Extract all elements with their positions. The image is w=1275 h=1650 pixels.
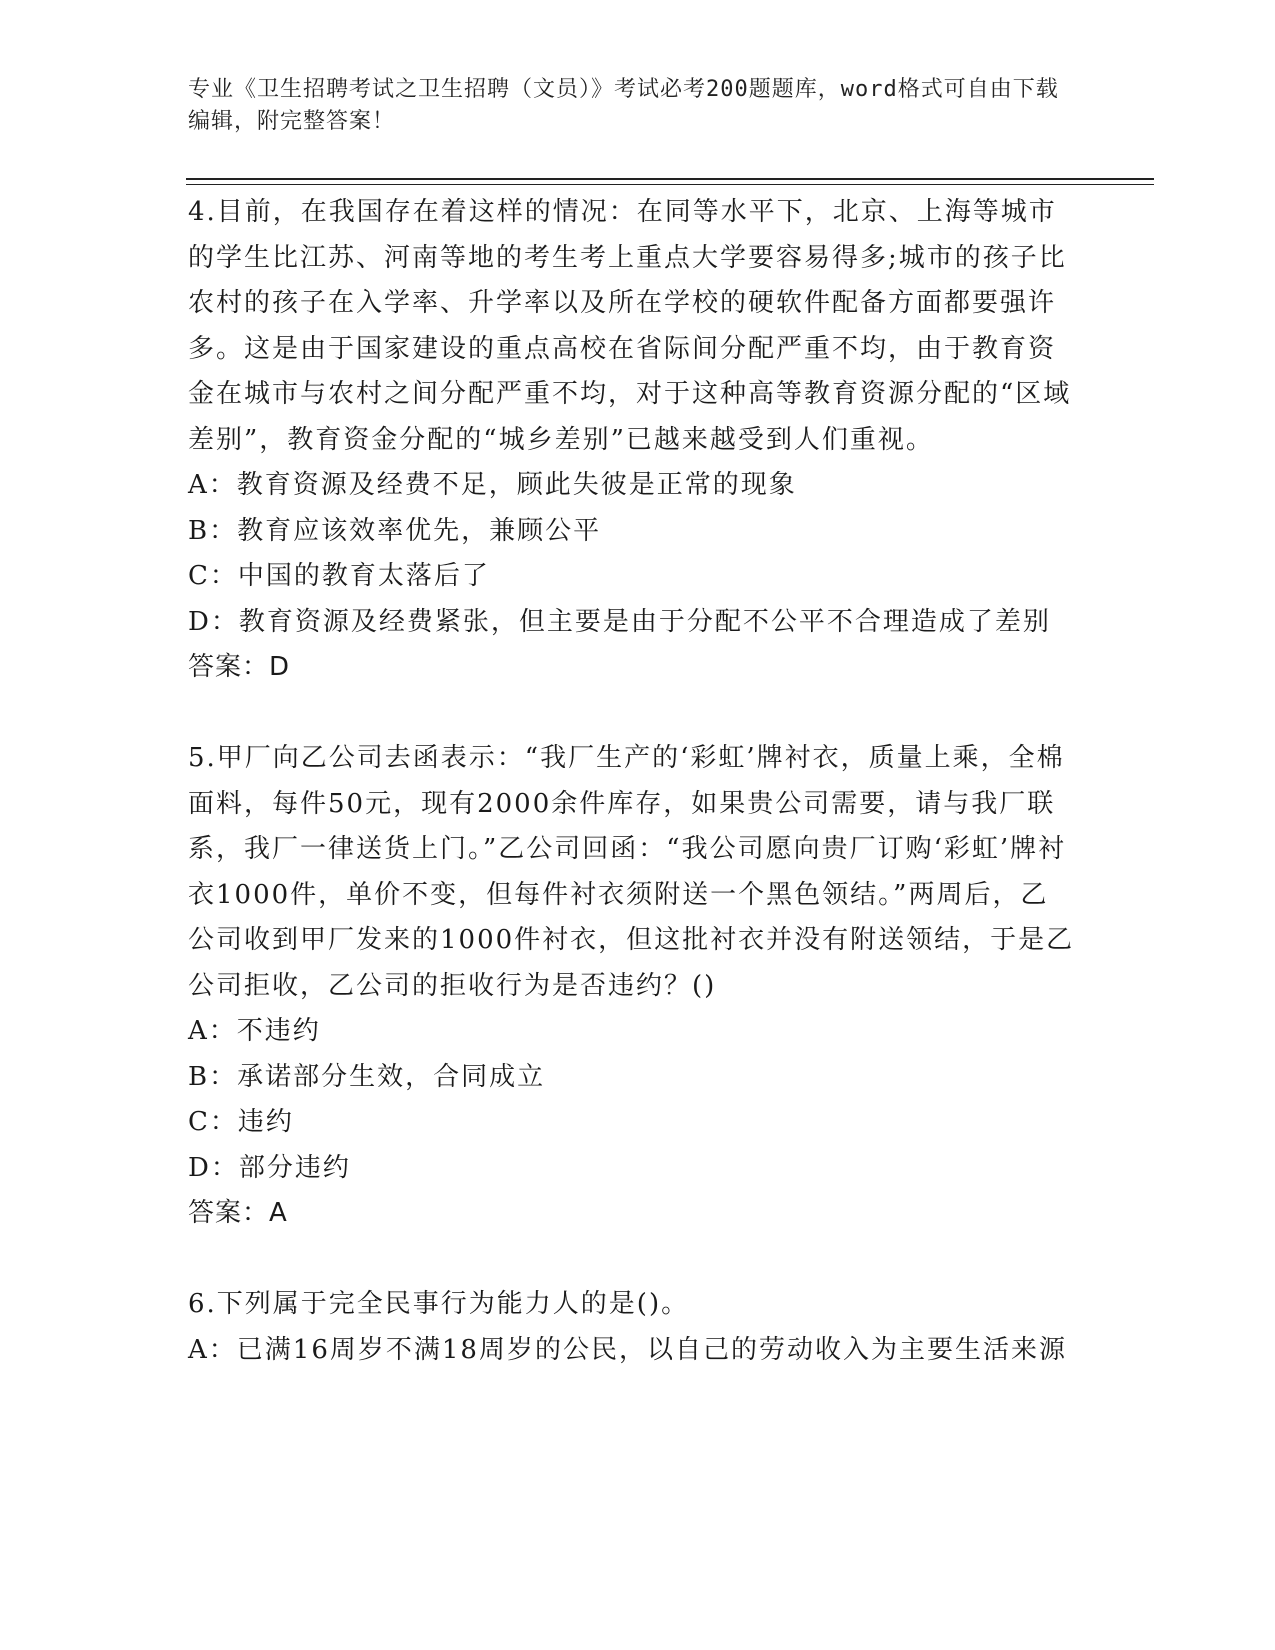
header-rule-thin (186, 184, 1154, 185)
option-b: B：教育应该效率优先，兼顾公平 (188, 515, 602, 546)
spacer (188, 1237, 1076, 1283)
question-stem: 6.下列属于完全民事行为能力人的是()。 (188, 1289, 690, 1319)
option-c: C：违约 (188, 1107, 294, 1137)
header-rule-thick (186, 178, 1154, 180)
option-c: C：中国的教育太落后了 (188, 561, 490, 591)
option-b: B：承诺部分生效，合同成立 (188, 1061, 546, 1092)
question-4 (188, 190, 1076, 691)
option-a: A：已满16周岁不满18周岁的公民，以自己的劳动收入为主要生活来源 (188, 1334, 1067, 1365)
answer-line: 答案：D (188, 652, 291, 682)
question-6 (188, 1282, 1076, 1373)
question-list (188, 190, 1076, 1373)
question-stem: 5.甲厂向乙公司去函表示：“我厂生产的‘彩虹’牌衬衣，质量上乘，全棉面料，每件50元，现有2000余件库存，如果贵公司需要，请与我厂联系，我厂一律送货上门。”乙公司回函：“我公司愿向贵厂订购‘彩虹’牌衬衣1000件，单价不变，但每件衬衣须附送一个黑色领结。”两周后，乙公司收到甲厂发来的1000件衬衣，但这批衬衣并没有附送领结，于是乙公司拒收，乙公司的拒收行为是否违约？() (188, 743, 1075, 1001)
spacer (188, 691, 1076, 737)
answer-line: 答案：A (188, 1198, 288, 1228)
question-5 (188, 736, 1076, 1237)
option-d: D：部分违约 (188, 1152, 351, 1183)
option-a: A：不违约 (188, 1016, 321, 1046)
option-a: A：教育资源及经费不足，顾此失彼是正常的现象 (188, 470, 797, 500)
question-stem: 4.目前，在我国存在着这样的情况：在同等水平下，北京、上海等城市的学生比江苏、河南等地的考生考上重点大学要容易得多;城市的孩子比农村的孩子在入学率、升学率以及所在学校的硬软件配备方面都要强许多。这是由于国家建设的重点高校在省际间分配严重不均，由于教育资金在城市与农村之间分配严重不均，对于这种高等教育资源分配的“区域差别”，教育资金分配的“城乡差别”已越来越受到人们重视。 (188, 197, 1072, 455)
option-d: D：教育资源及经费紧张，但主要是由于分配不公平不合理造成了差别 (188, 606, 1051, 637)
document-header: 专业《卫生招聘考试之卫生招聘（文员）》考试必考200题题库，word格式可自由下载编辑，附完整答案！ (188, 77, 1059, 134)
